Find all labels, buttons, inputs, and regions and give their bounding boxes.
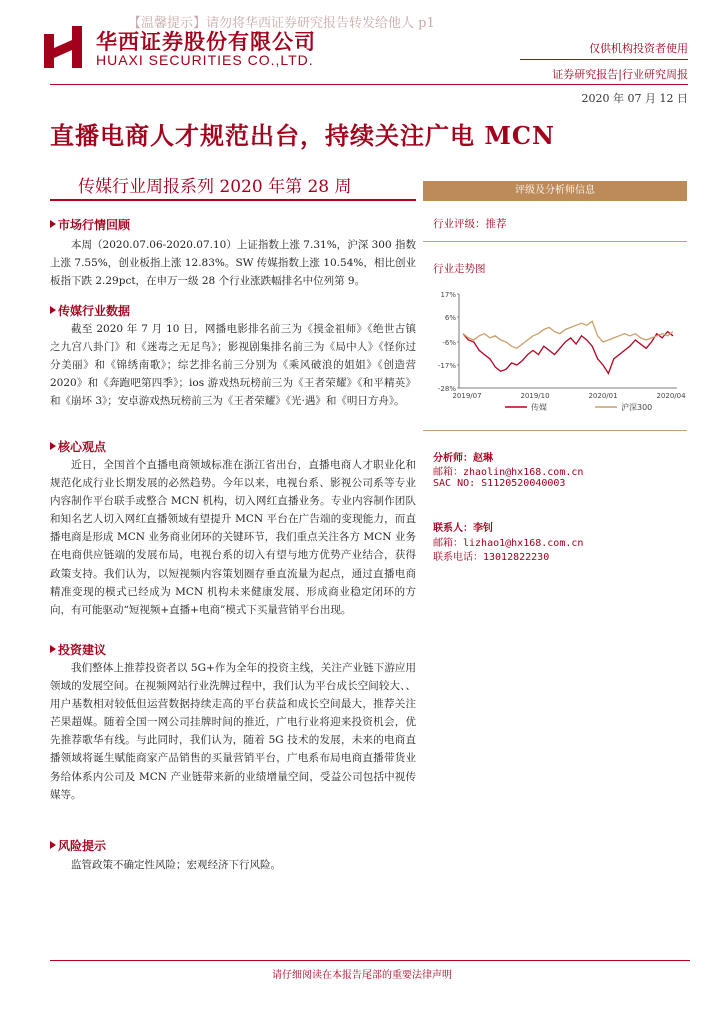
audience-note: 仅供机构投资者使用	[589, 42, 688, 55]
section-title: 市场行情回顾	[58, 218, 131, 232]
section-paragraph: 近日，全国首个直播电商领域标准在浙江省出台，直播电商人才职业化和规范化成行业长期发展的必然趋势。今年以来，电视台系、影视公司系等专业内容制作平台联手或整合 MCN 机构，切入网红直播业务。专业内容制作团队和知名艺人切入网红直播领域有望提升 MCN 平台在广告端的变现能力，而直播电商是形成 MCN 业务商业闭环的关键环节，我们重点关注各方 MCN 业务在电商供应链端的发展布局，电视台系的切入有望与地方优势产业结合，获得政策支持。我们认为，以短视频内容策划圈存垂直流量为起点，通过直播电商精准变现的模式已经成为 MCN 机构未来健康发展、形成商业稳定闭环的方向，有可能驱动“短视频+直播+电商”模式下买量营销平台出现。	[50, 459, 416, 616]
section-heading	[50, 216, 130, 233]
trend-chart-label: 行业走势图	[433, 263, 486, 275]
triangle-bullet-icon	[50, 645, 56, 653]
section-heading	[50, 302, 130, 319]
report-title: 直播电商人才规范出台，持续关注广电 MCN	[50, 121, 555, 150]
section-title: 核心观点	[58, 440, 107, 454]
section-paragraph: 截至 2020 年 7 月 10 日，网播电影排名前三为《摸金祖师》《绝世古镇之九宫八卦门》和《迷毒之无足鸟》；影视剧集排名前三为《局中人》《怪你过分美丽》和《锦绣南歌》；综艺排名前三分别为《乘风破浪的姐姐》《创造营 2020》和《奔跑吧第四季》；ios 游戏热玩榜前三为《王者荣耀》《和平精英》和《崩坏 3》；安卓游戏热玩榜前三为《王者荣耀》《光·遇》和《明日方舟》。	[50, 323, 416, 408]
sidebar-header: 评级及分析师信息	[423, 181, 687, 201]
triangle-bullet-icon	[50, 306, 56, 314]
subtitle-rule	[50, 199, 416, 201]
report-category: 证券研究报告|行业研究周报	[552, 68, 688, 81]
section-heading	[50, 641, 106, 658]
sidebar-divider	[423, 241, 687, 242]
footer-rule	[50, 960, 690, 961]
huaxi-logo-icon	[44, 26, 82, 68]
contact-phone: 联系电话：13012822230	[433, 552, 550, 563]
header-divider	[50, 84, 688, 85]
y-tick-label: -28%	[437, 385, 456, 393]
x-tick-label: 2019/10	[520, 392, 550, 400]
y-tick-label: -17%	[437, 362, 456, 371]
report-subtitle: 传媒行业周报系列 2020 年第 28 周	[78, 177, 352, 197]
triangle-bullet-icon	[50, 841, 56, 849]
analyst-sac: SAC NO: S1120520040003	[433, 478, 566, 489]
brand-name-cn: 华西证券股份有限公司	[96, 30, 316, 54]
contact-email[interactable]: 邮箱：lizhao1@hx168.com.cn	[433, 538, 584, 549]
section-title: 投资建议	[58, 643, 107, 657]
section-paragraph: 监管政策不确定性风险；宏观经济下行风险。	[71, 859, 281, 871]
y-tick-label: 17%	[440, 291, 456, 299]
legend-label: 沪深300	[621, 403, 653, 412]
x-tick-label: 2019/07	[452, 392, 482, 400]
x-tick-label: 2020/04	[656, 392, 686, 400]
analyst-name: 分析师：赵琳	[433, 453, 493, 464]
y-tick-label: -6%	[442, 339, 456, 348]
watermark: 【温馨提示】请勿将华西证券研究报告转发给他人 p1	[128, 16, 435, 31]
analyst-email[interactable]: 邮箱：zhaolin@hx168.com.cn	[433, 467, 584, 478]
section-paragraph: 本周（2020.07.06-2020.07.10）上证指数上涨 7.31%，沪深 300 指数上涨 7.55%，创业板指上涨 12.83%。SW 传媒指数上涨 10.54%，相比创业板指下跌 2.29pct，在申万一级 28 个行业涨跌幅排名中位列第 9。	[50, 239, 416, 288]
brand-name-en: HUAXI SECURITIES CO.,LTD.	[96, 52, 314, 68]
report-date: 2020 年 07 月 12 日	[581, 92, 688, 105]
contact-name: 联系人：李钊	[433, 523, 493, 534]
triangle-bullet-icon	[50, 220, 56, 228]
sidebar-divider	[423, 430, 687, 431]
section-title: 传媒行业数据	[58, 304, 131, 318]
trend-chart	[425, 284, 687, 420]
legend-label: 传媒	[531, 403, 547, 412]
y-tick-label: 6%	[444, 313, 456, 322]
section-title: 风险提示	[58, 839, 107, 853]
legal-notice: 请仔细阅读在本报告尾部的重要法律声明	[272, 970, 452, 981]
triangle-bullet-icon	[50, 442, 56, 450]
industry-rating: 行业评级：推荐	[433, 218, 507, 230]
section-heading	[50, 438, 106, 455]
header-rule	[520, 59, 688, 60]
x-tick-label: 2020/01	[588, 392, 618, 400]
section-paragraph: 我们整体上推荐投资者以 5G+作为全年的投资主线，关注产业链下游应用领域的发展空间。在视频网站行业洗牌过程中，我们认为平台成长空间较大、、用户基数相对较低但运营数据持续走高的平台获益和成长空间最大，推荐关注芒果超媒。随着全国一网公司挂牌时间的推近，广电行业将迎来投资机会，优先推荐歌华有线。与此同时，我们认为，随着 5G 技术的发展，未来的电商直播领域将诞生赋能商家产品销售的买量营销平台，广电系布局电商直播带货业务给体系内公司及 MCN 产业链带来新的业绩增量空间，受益公司包括中视传媒等。	[50, 662, 416, 801]
section-heading	[50, 837, 106, 854]
